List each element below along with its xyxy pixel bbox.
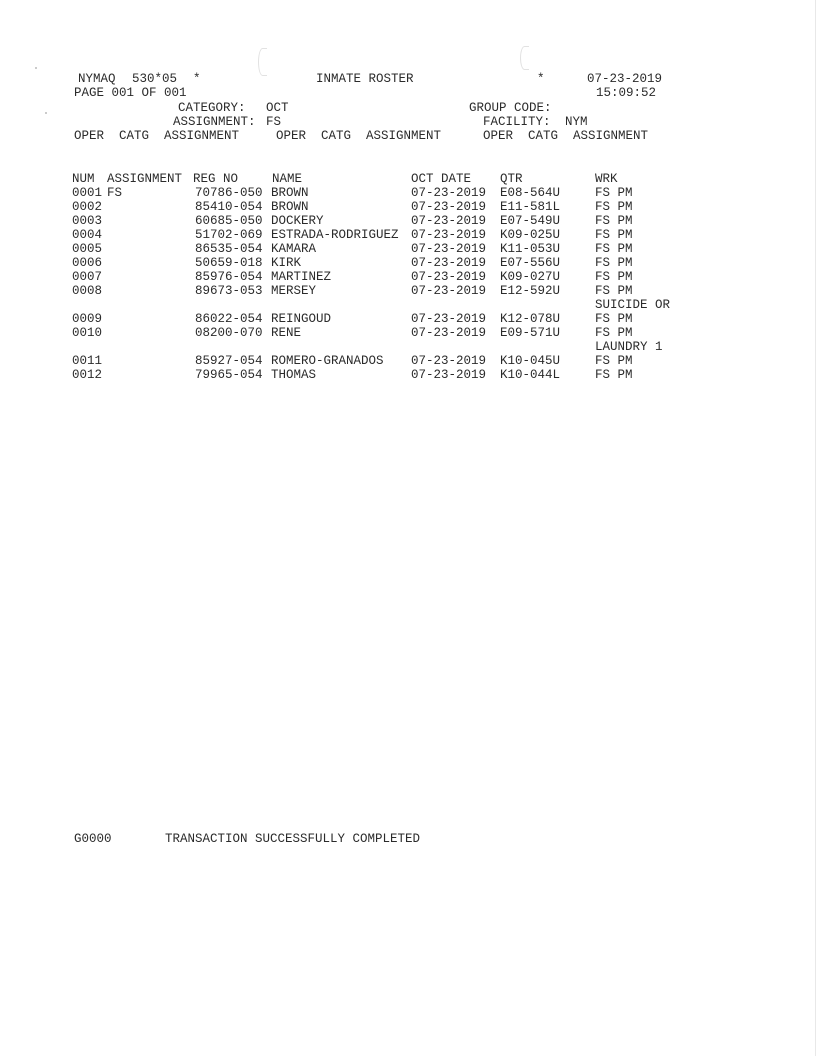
screen-id: 530*05 [132, 72, 178, 86]
cell-qtr: E08-564U [500, 186, 561, 200]
cell-num: 0008 [72, 284, 103, 298]
cell-wrk: FS PM [595, 256, 633, 270]
scan-artifact-right [520, 46, 529, 70]
cell-num: 0002 [72, 200, 103, 214]
cell-name: BROWN [271, 186, 309, 200]
col-num: NUM [72, 172, 95, 186]
cell-reg-no: 79965-054 [195, 368, 263, 382]
cell-num: 0001 [72, 186, 103, 200]
cell-oct-date: 07-23-2019 [411, 368, 487, 382]
cell-reg-no: 50659-018 [195, 256, 263, 270]
cell-num: 0003 [72, 214, 103, 228]
cell-oct-date: 07-23-2019 [411, 256, 487, 270]
cell-qtr: K12-078U [500, 312, 561, 326]
cell-reg-no: 85410-054 [195, 200, 263, 214]
scan-speck [45, 112, 47, 114]
system-id: NYMAQ [78, 72, 116, 86]
category-label: CATEGORY: [178, 101, 246, 115]
facility-value: NYM [565, 115, 588, 129]
cell-wrk: FS PM [595, 354, 633, 368]
page-indicator: PAGE 001 OF 001 [74, 86, 187, 100]
cell-oct-date: 07-23-2019 [411, 354, 487, 368]
cell-wrk: FS PM [595, 228, 633, 242]
cell-num: 0005 [72, 242, 103, 256]
cell-assignment: FS [107, 186, 123, 200]
cell-reg-no: 70786-050 [195, 186, 263, 200]
cell-name: ROMERO-GRANADOS [271, 354, 384, 368]
scan-speck [35, 67, 37, 69]
cell-wrk: FS PM [595, 214, 633, 228]
cell-wrk: FS PM [595, 312, 633, 326]
oper-catg-assignment-3: OPER CATG ASSIGNMENT [483, 129, 649, 143]
oper-catg-assignment-2: OPER CATG ASSIGNMENT [276, 129, 442, 143]
assignment-label: ASSIGNMENT: [173, 115, 256, 129]
category-value: OCT [266, 101, 289, 115]
cell-reg-no: 89673-053 [195, 284, 263, 298]
page-title: INMATE ROSTER [316, 72, 414, 86]
cell-wrk: FS PM [595, 242, 633, 256]
cell-num: 0006 [72, 256, 103, 270]
col-name: NAME [272, 172, 303, 186]
col-qtr: QTR [500, 172, 523, 186]
cell-name: MARTINEZ [271, 270, 332, 284]
oper-catg-assignment-1: OPER CATG ASSIGNMENT [74, 129, 240, 143]
cell-qtr: K11-053U [500, 242, 561, 256]
scan-artifact-left [258, 48, 267, 76]
cell-qtr: K09-027U [500, 270, 561, 284]
col-reg-no: REG NO [193, 172, 239, 186]
cell-qtr: E12-592U [500, 284, 561, 298]
cell-name: KAMARA [271, 242, 317, 256]
cell-num: 0009 [72, 312, 103, 326]
cell-name: REINGOUD [271, 312, 332, 326]
cell-oct-date: 07-23-2019 [411, 200, 487, 214]
left-star: * [193, 72, 201, 86]
right-star: * [537, 72, 545, 86]
cell-qtr: E07-549U [500, 214, 561, 228]
cell-wrk: FS PM [595, 326, 633, 340]
assignment-value: FS [266, 115, 282, 129]
cell-oct-date: 07-23-2019 [411, 242, 487, 256]
cell-name: DOCKERY [271, 214, 324, 228]
cell-qtr: E07-556U [500, 256, 561, 270]
cell-reg-no: 51702-069 [195, 228, 263, 242]
cell-num: 0010 [72, 326, 103, 340]
cell-num: 0011 [72, 354, 103, 368]
status-message: TRANSACTION SUCCESSFULLY COMPLETED [165, 832, 421, 846]
cell-wrk: FS PM [595, 186, 633, 200]
group-code-label: GROUP CODE: [469, 101, 552, 115]
facility-label: FACILITY: [483, 115, 551, 129]
cell-wrk: FS PM [595, 270, 633, 284]
cell-num: 0004 [72, 228, 103, 242]
cell-reg-no: 86022-054 [195, 312, 263, 326]
cell-oct-date: 07-23-2019 [411, 312, 487, 326]
cell-reg-no: 85927-054 [195, 354, 263, 368]
cell-oct-date: 07-23-2019 [411, 326, 487, 340]
cell-qtr: K09-025U [500, 228, 561, 242]
cell-qtr: E11-581L [500, 200, 561, 214]
col-wrk: WRK [595, 172, 618, 186]
col-oct-date: OCT DATE [411, 172, 472, 186]
status-code: G0000 [74, 832, 112, 846]
cell-name: THOMAS [271, 368, 317, 382]
cell-num: 0007 [72, 270, 103, 284]
cell-wrk-continued: SUICIDE OR [595, 298, 671, 312]
cell-oct-date: 07-23-2019 [411, 284, 487, 298]
cell-qtr: K10-045U [500, 354, 561, 368]
cell-num: 0012 [72, 368, 103, 382]
cell-oct-date: 07-23-2019 [411, 214, 487, 228]
cell-wrk: FS PM [595, 284, 633, 298]
cell-name: KIRK [271, 256, 302, 270]
report-date: 07-23-2019 [587, 72, 663, 86]
col-assignment: ASSIGNMENT [107, 172, 183, 186]
cell-reg-no: 60685-050 [195, 214, 263, 228]
cell-qtr: K10-044L [500, 368, 561, 382]
cell-name: ESTRADA-RODRIGUEZ [271, 228, 399, 242]
cell-oct-date: 07-23-2019 [411, 186, 487, 200]
cell-wrk: FS PM [595, 200, 633, 214]
cell-reg-no: 08200-070 [195, 326, 263, 340]
cell-qtr: E09-571U [500, 326, 561, 340]
cell-oct-date: 07-23-2019 [411, 228, 487, 242]
report-time: 15:09:52 [596, 86, 657, 100]
cell-name: BROWN [271, 200, 309, 214]
cell-wrk: FS PM [595, 368, 633, 382]
cell-reg-no: 85976-054 [195, 270, 263, 284]
cell-reg-no: 86535-054 [195, 242, 263, 256]
cell-wrk-continued: LAUNDRY 1 [595, 340, 663, 354]
cell-name: MERSEY [271, 284, 317, 298]
cell-name: RENE [271, 326, 302, 340]
cell-oct-date: 07-23-2019 [411, 270, 487, 284]
